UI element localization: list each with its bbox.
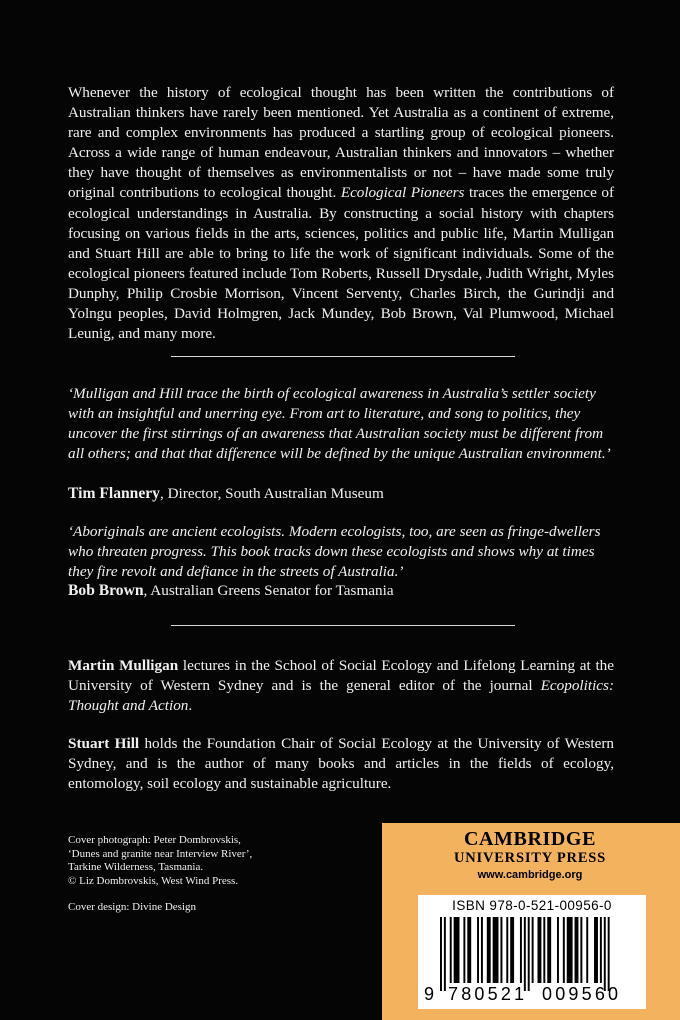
reviewer-role: , Director, South Australian Museum bbox=[159, 485, 384, 502]
barcode-bar bbox=[586, 917, 588, 983]
barcode-bar bbox=[440, 917, 442, 991]
barcode-bar bbox=[493, 917, 499, 983]
barcode-bar bbox=[604, 917, 606, 991]
barcode-bar bbox=[506, 917, 508, 983]
reviewer-name: Bob Brown bbox=[68, 582, 144, 599]
cover-design-credit: Cover design: Divine Design bbox=[68, 901, 197, 913]
review-quote-1: ‘Mulligan and Hill trace the birth of ecological awareness in Australia’s settler society with an insightful and unerring eye. From art to literature, and song to politics, they uncover the first stirrings of an awareness that Australian society must be different from all others; and that that difference will be defined by the unique Australian environment.’ bbox=[68, 385, 611, 462]
barcode-bar bbox=[467, 917, 471, 983]
barcode-bar bbox=[520, 917, 522, 983]
journal-title: Ecopolitics: Thought and Action bbox=[68, 677, 614, 714]
barcode-bar bbox=[444, 917, 446, 991]
barcode-bar bbox=[547, 917, 551, 983]
author-bio-text: holds the Foundation Chair of Social Ecology at the University of Western Sydney, and is the author of many books and articles in the fields of ecology, entomology, soil ecology and sustainable agriculture. bbox=[68, 735, 614, 792]
author-name: Martin Mulligan bbox=[68, 657, 179, 674]
barcode-digit-first: 9 bbox=[424, 984, 438, 1004]
author-name: Stuart Hill bbox=[68, 735, 140, 752]
barcode-bar bbox=[543, 917, 545, 983]
divider-rule-1 bbox=[171, 356, 515, 357]
barcode-bar bbox=[594, 917, 598, 983]
barcode-bar bbox=[454, 917, 460, 983]
credit-line: Cover photograph: Peter Dombrovskis, bbox=[68, 834, 241, 846]
blurb-text-1: Whenever the history of ecological thought has been written the contributions of Australian thinkers have rarely been mentioned. Yet Australia as a continent of extreme, rare and complex environments has produced a startling group of ecological pioneers. Across a wide range of human endeavour, Australian thinkers and innovators – whether they have thought of themselves as environmentalists or not – have made some truly original contributions to ecological thought. bbox=[68, 84, 614, 202]
reviewer-name: Tim Flannery bbox=[68, 485, 160, 502]
credit-line: Tarkine Wilderness, Tasmania. bbox=[68, 861, 204, 874]
barcode-bar bbox=[567, 917, 573, 983]
credit-line: © Liz Dombrovskis, West Wind Press. bbox=[68, 874, 239, 887]
publisher-logo-name: CAMBRIDGE bbox=[463, 828, 597, 850]
barcode-bar bbox=[463, 917, 465, 983]
barcode-bar bbox=[487, 917, 491, 983]
book-blurb bbox=[68, 83, 614, 344]
publisher-logo-press: UNIVERSITY PRESS bbox=[453, 850, 607, 866]
barcode-panel bbox=[418, 895, 646, 1009]
divider-rule-2 bbox=[171, 625, 515, 626]
barcode-bar bbox=[477, 917, 479, 983]
barcode-digits-left: 780521 bbox=[448, 984, 528, 1004]
barcode-bar bbox=[524, 917, 526, 991]
barcode-bar bbox=[608, 917, 610, 991]
review-quote-2: ‘Aboriginals are ancient ecologists. Modern ecologists, too, are seen as fringe-dwellers who threaten progress. This book tracks down these ecologists and shows why at times they fire revolt and defiance in the streets of Australia.’ bbox=[68, 523, 601, 580]
credit-line: ‘Dunes and granite near Interview River’, bbox=[68, 847, 253, 860]
barcode-bar bbox=[532, 917, 534, 983]
blurb-book-title: Ecological Pioneers bbox=[340, 184, 465, 202]
blurb-text-2: traces the emergence of ecological understandings in Australia. By constructing a social history with chapters focusing on various fields in the arts, sciences, politics and public life, Martin Mulligan and Stuart Hill are able to bring to life the work of significant individuals. Some of the ecological pioneers featured include Tom Roberts, Russell Drysdale, Judith Wright, Myles Dunphy, Philip Crosbie Morrison, Vincent Serventy, Charles Birch, the Gurindji and Yolngu peoples, David Holmgren, Jack Mundey, Bob Brown, Val Plumwood, Michael Leunig, and many more. bbox=[68, 184, 614, 343]
barcode-bar bbox=[563, 917, 565, 983]
publisher-url: www.cambridge.org bbox=[477, 869, 583, 881]
isbn-label: ISBN 978-0-521-00956-0 bbox=[452, 898, 612, 913]
barcode-bar bbox=[538, 917, 542, 983]
author-bio-2 bbox=[68, 734, 614, 794]
author-bio-end: . bbox=[188, 697, 193, 714]
barcode-bar bbox=[575, 917, 579, 983]
barcode-bar bbox=[528, 917, 530, 991]
review-attribution-1 bbox=[68, 484, 614, 504]
barcode-bar bbox=[580, 917, 582, 983]
reviewer-role: , Australian Greens Senator for Tasmania bbox=[143, 582, 394, 599]
barcode-bar bbox=[510, 917, 514, 983]
barcode-bar bbox=[500, 917, 502, 983]
cover-credits bbox=[68, 834, 368, 888]
barcode-bar bbox=[450, 917, 452, 983]
author-bio-1 bbox=[68, 656, 614, 716]
publisher-panel bbox=[382, 823, 680, 1020]
author-bio-text: lectures in the School of Social Ecology and Lifelong Learning at the University of Western Sydney and is the general editor of the journal bbox=[68, 657, 615, 694]
review-attribution-2 bbox=[68, 581, 614, 601]
barcode-bar bbox=[600, 917, 602, 983]
barcode-digits-right: 009560 bbox=[542, 984, 622, 1004]
barcode-bar bbox=[557, 917, 559, 983]
barcode-bar bbox=[481, 917, 483, 983]
